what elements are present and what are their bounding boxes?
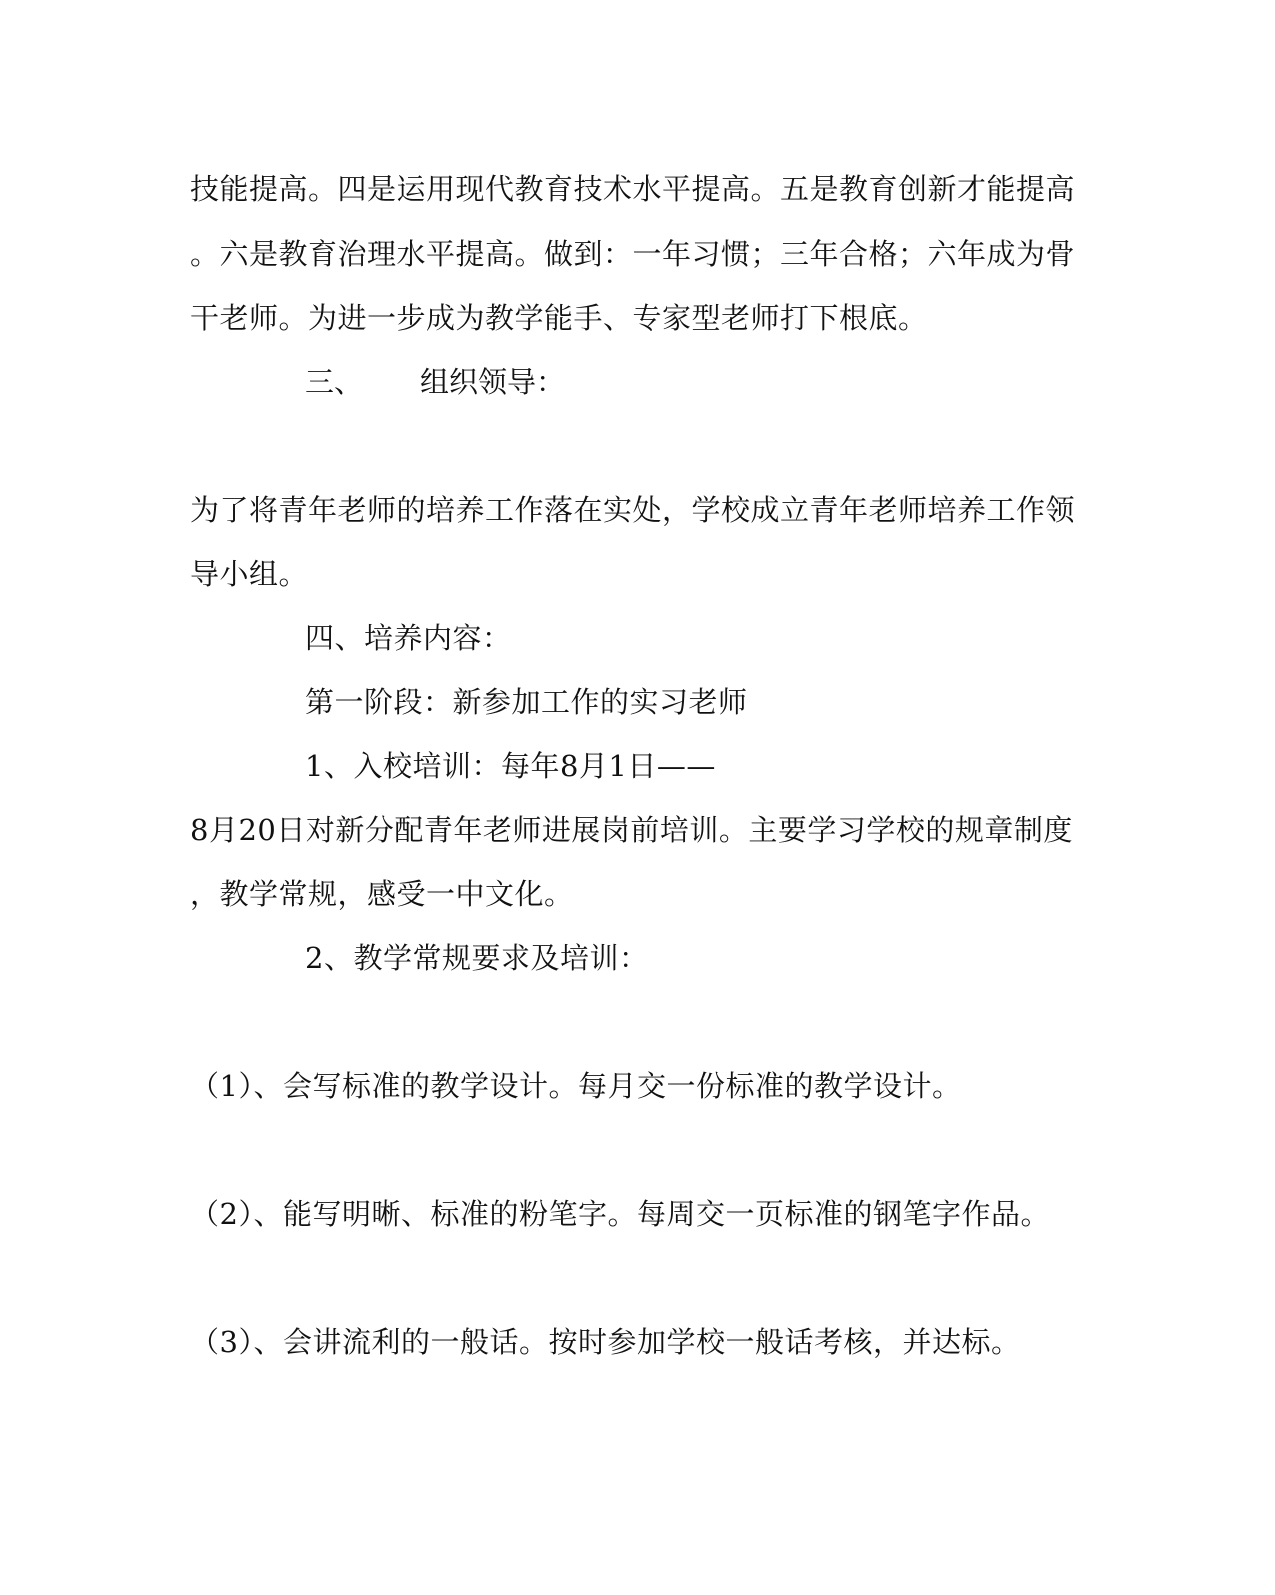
paragraph-line: 干老师。为进一步成为教学能手、专家型老师打下根底。: [190, 301, 928, 335]
list-item: （1）、会写标准的教学设计。每月交一份标准的教学设计。: [190, 1069, 962, 1103]
list-item: （2）、能写明晰、标准的粉笔字。每周交一页标准的钢笔字作品。: [190, 1197, 1050, 1231]
section-number: 三、: [305, 365, 364, 399]
list-item: （3）、会讲流利的一般话。按时参加学校一般话考核，并达标。: [190, 1325, 1021, 1359]
list-item: 2、教学常规要求及培训：: [305, 941, 649, 975]
paragraph-line: 8月20日对新分配青年老师进展岗前培训。主要学习学校的规章制度: [190, 813, 1073, 847]
paragraph-line: ，教学常规，感受一中文化。: [190, 877, 574, 911]
paragraph-line: 技能提高。四是运用现代教育技术水平提高。五是教育创新才能提高: [190, 172, 1076, 206]
list-item: 1、入校培训：每年8月1日——: [305, 749, 716, 783]
subsection-heading: 第一阶段：新参加工作的实习老师: [305, 685, 748, 719]
section-heading: 组织领导：: [420, 365, 566, 399]
paragraph-line: 导小组。: [190, 557, 309, 591]
paragraph-line: 为了将青年老师的培养工作落在实处，学校成立青年老师培养工作领: [190, 493, 1076, 527]
section-heading: 四、培养内容：: [305, 621, 512, 655]
paragraph-line: 。六是教育治理水平提高。做到：一年习惯；三年合格；六年成为骨: [190, 237, 1076, 271]
